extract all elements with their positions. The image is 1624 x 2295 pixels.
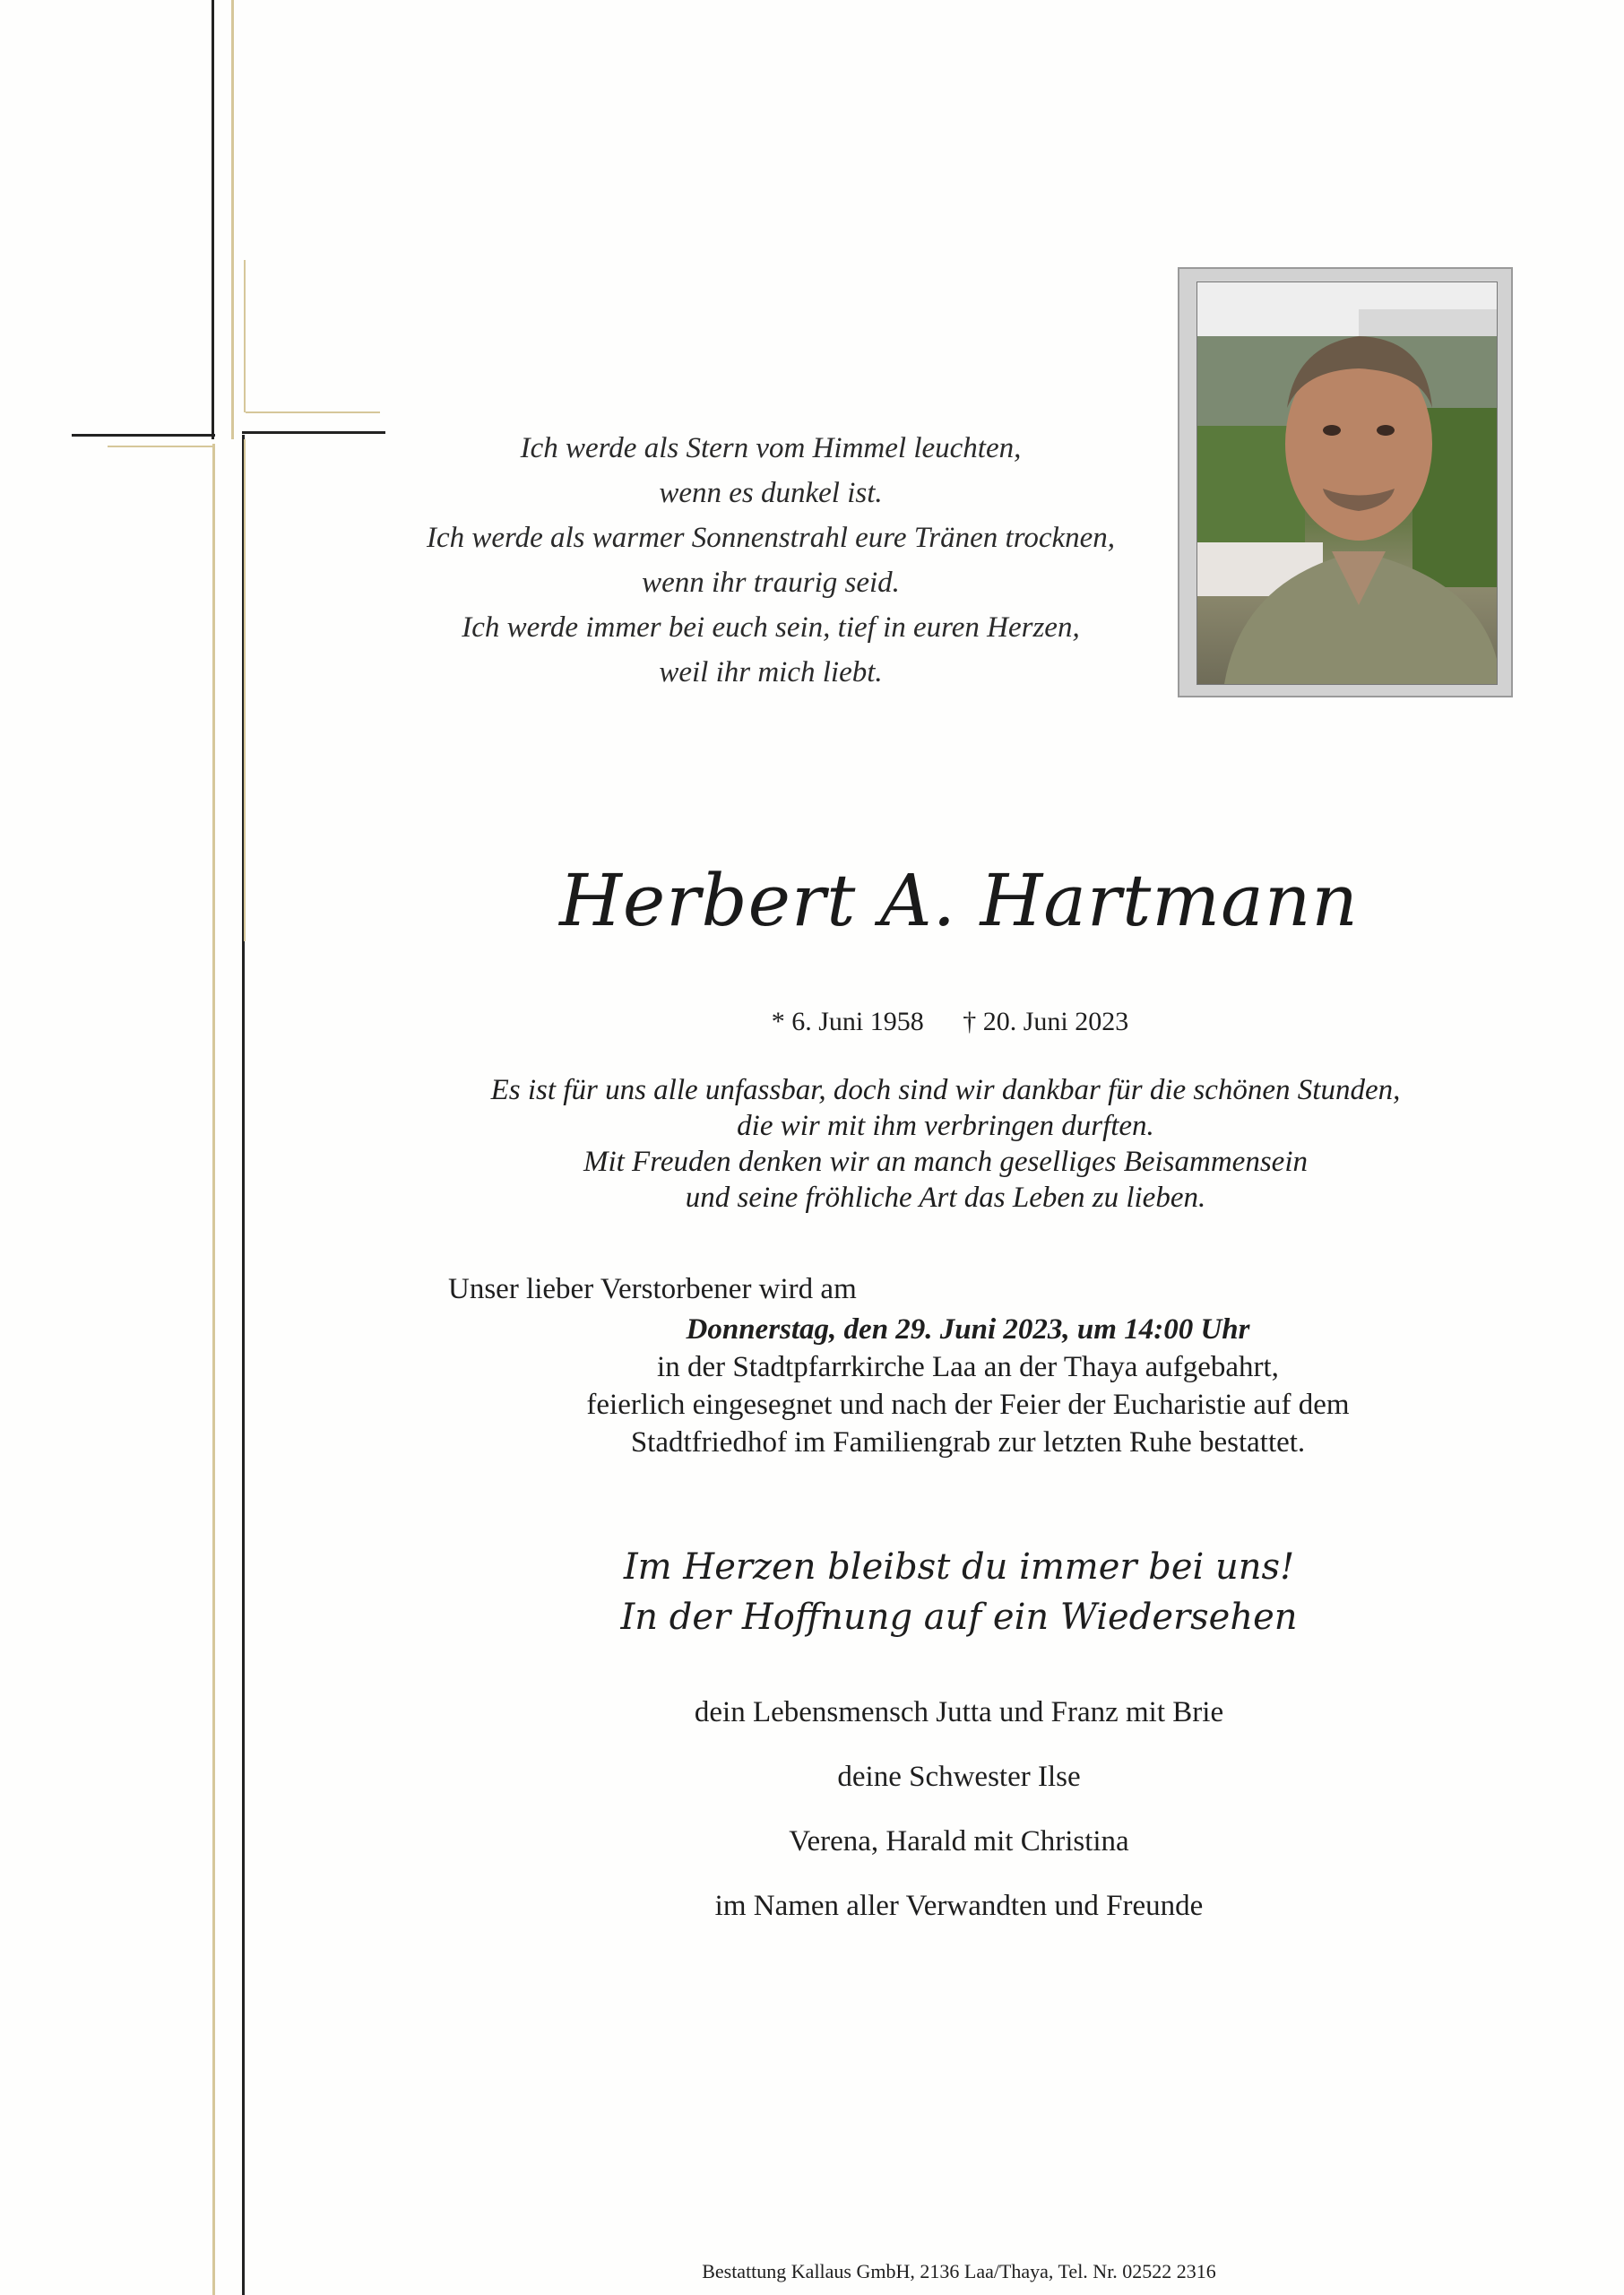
mourner: Verena, Harald mit Christina bbox=[789, 1825, 1129, 1858]
cross-vertical-gold-short bbox=[244, 260, 246, 412]
poem-line: Ich werde als Stern vom Himmel leuchten, bbox=[520, 432, 1022, 464]
poem-line: Ich werde als warmer Sonnenstrahl eure Tränen trocknen, bbox=[426, 522, 1116, 554]
mourner: deine Schwester Ilse bbox=[837, 1761, 1081, 1793]
closing-words bbox=[556, 1542, 1362, 1642]
ceremony-line: feierlich eingesegnet und nach der Feier der Eucharistie auf dem bbox=[586, 1389, 1350, 1421]
tribute-line: die wir mit ihm verbringen durften. bbox=[737, 1110, 1154, 1142]
poem-line: wenn es dunkel ist. bbox=[659, 477, 883, 509]
cross-horizontal-gold-left bbox=[108, 446, 215, 447]
tribute-line: Mit Freuden denken wir an manch geselliges Beisammensein bbox=[583, 1146, 1308, 1178]
tribute-line: Es ist für uns alle unfassbar, doch sind wir dankbar für die schönen Stunden, bbox=[490, 1074, 1401, 1106]
portrait-photo bbox=[1196, 281, 1498, 685]
mourner: dein Lebensmensch Jutta und Franz mit Brie bbox=[694, 1696, 1224, 1728]
closing-line: Im Herzen bleibst du immer bei uns! bbox=[623, 1546, 1295, 1588]
poem-line: weil ihr mich liebt. bbox=[659, 656, 883, 688]
ceremony-line: Stadtfriedhof im Familiengrab zur letzten Ruhe bestattet. bbox=[630, 1426, 1306, 1459]
cross-horizontal-gold-right bbox=[246, 411, 380, 413]
cross-vertical-gold-lower-inner bbox=[244, 439, 246, 941]
closing-line: In der Hoffnung auf ein Wiedersehen bbox=[620, 1597, 1298, 1638]
ceremony-intro: Unser lieber Verstorbener wird am bbox=[448, 1273, 857, 1305]
ceremony-line: in der Stadtpfarrkirche Laa an der Thaya aufgebahrt, bbox=[657, 1351, 1279, 1383]
portrait-frame bbox=[1178, 267, 1513, 697]
ceremony-details bbox=[484, 1311, 1452, 1461]
mourner: im Namen aller Verwandten und Freunde bbox=[714, 1890, 1204, 1922]
memorial-poem bbox=[376, 426, 1165, 695]
tribute-text bbox=[430, 1072, 1461, 1216]
cross-vertical-gold-upper bbox=[231, 0, 234, 439]
cross-vertical-gold-lower bbox=[212, 444, 215, 2295]
life-dates bbox=[735, 1004, 1165, 1040]
poem-line: wenn ihr traurig seid. bbox=[642, 567, 900, 599]
birth-date: * 6. Juni 1958 bbox=[771, 1007, 924, 1036]
death-date: † 20. Juni 2023 bbox=[963, 1007, 1129, 1036]
cross-vertical-black-upper bbox=[212, 0, 214, 439]
cross-horizontal-black-left bbox=[72, 434, 215, 437]
poem-line: Ich werde immer bei euch sein, tief in euren Herzen, bbox=[462, 611, 1080, 644]
funeral-home-footer: Bestattung Kallaus GmbH, 2136 Laa/Thaya, Tel. Nr. 02522 2316 bbox=[702, 2260, 1216, 2282]
tribute-line: und seine fröhliche Art das Leben zu lieben. bbox=[685, 1182, 1206, 1214]
cross-horizontal-black-right bbox=[242, 431, 385, 434]
ceremony-date: Donnerstag, den 29. Juni 2023, um 14:00 Uhr bbox=[686, 1313, 1250, 1346]
portrait-illustration bbox=[1197, 282, 1497, 684]
mourners-list bbox=[556, 1694, 1362, 1953]
deceased-name: Herbert A. Hartmann bbox=[559, 859, 1359, 942]
